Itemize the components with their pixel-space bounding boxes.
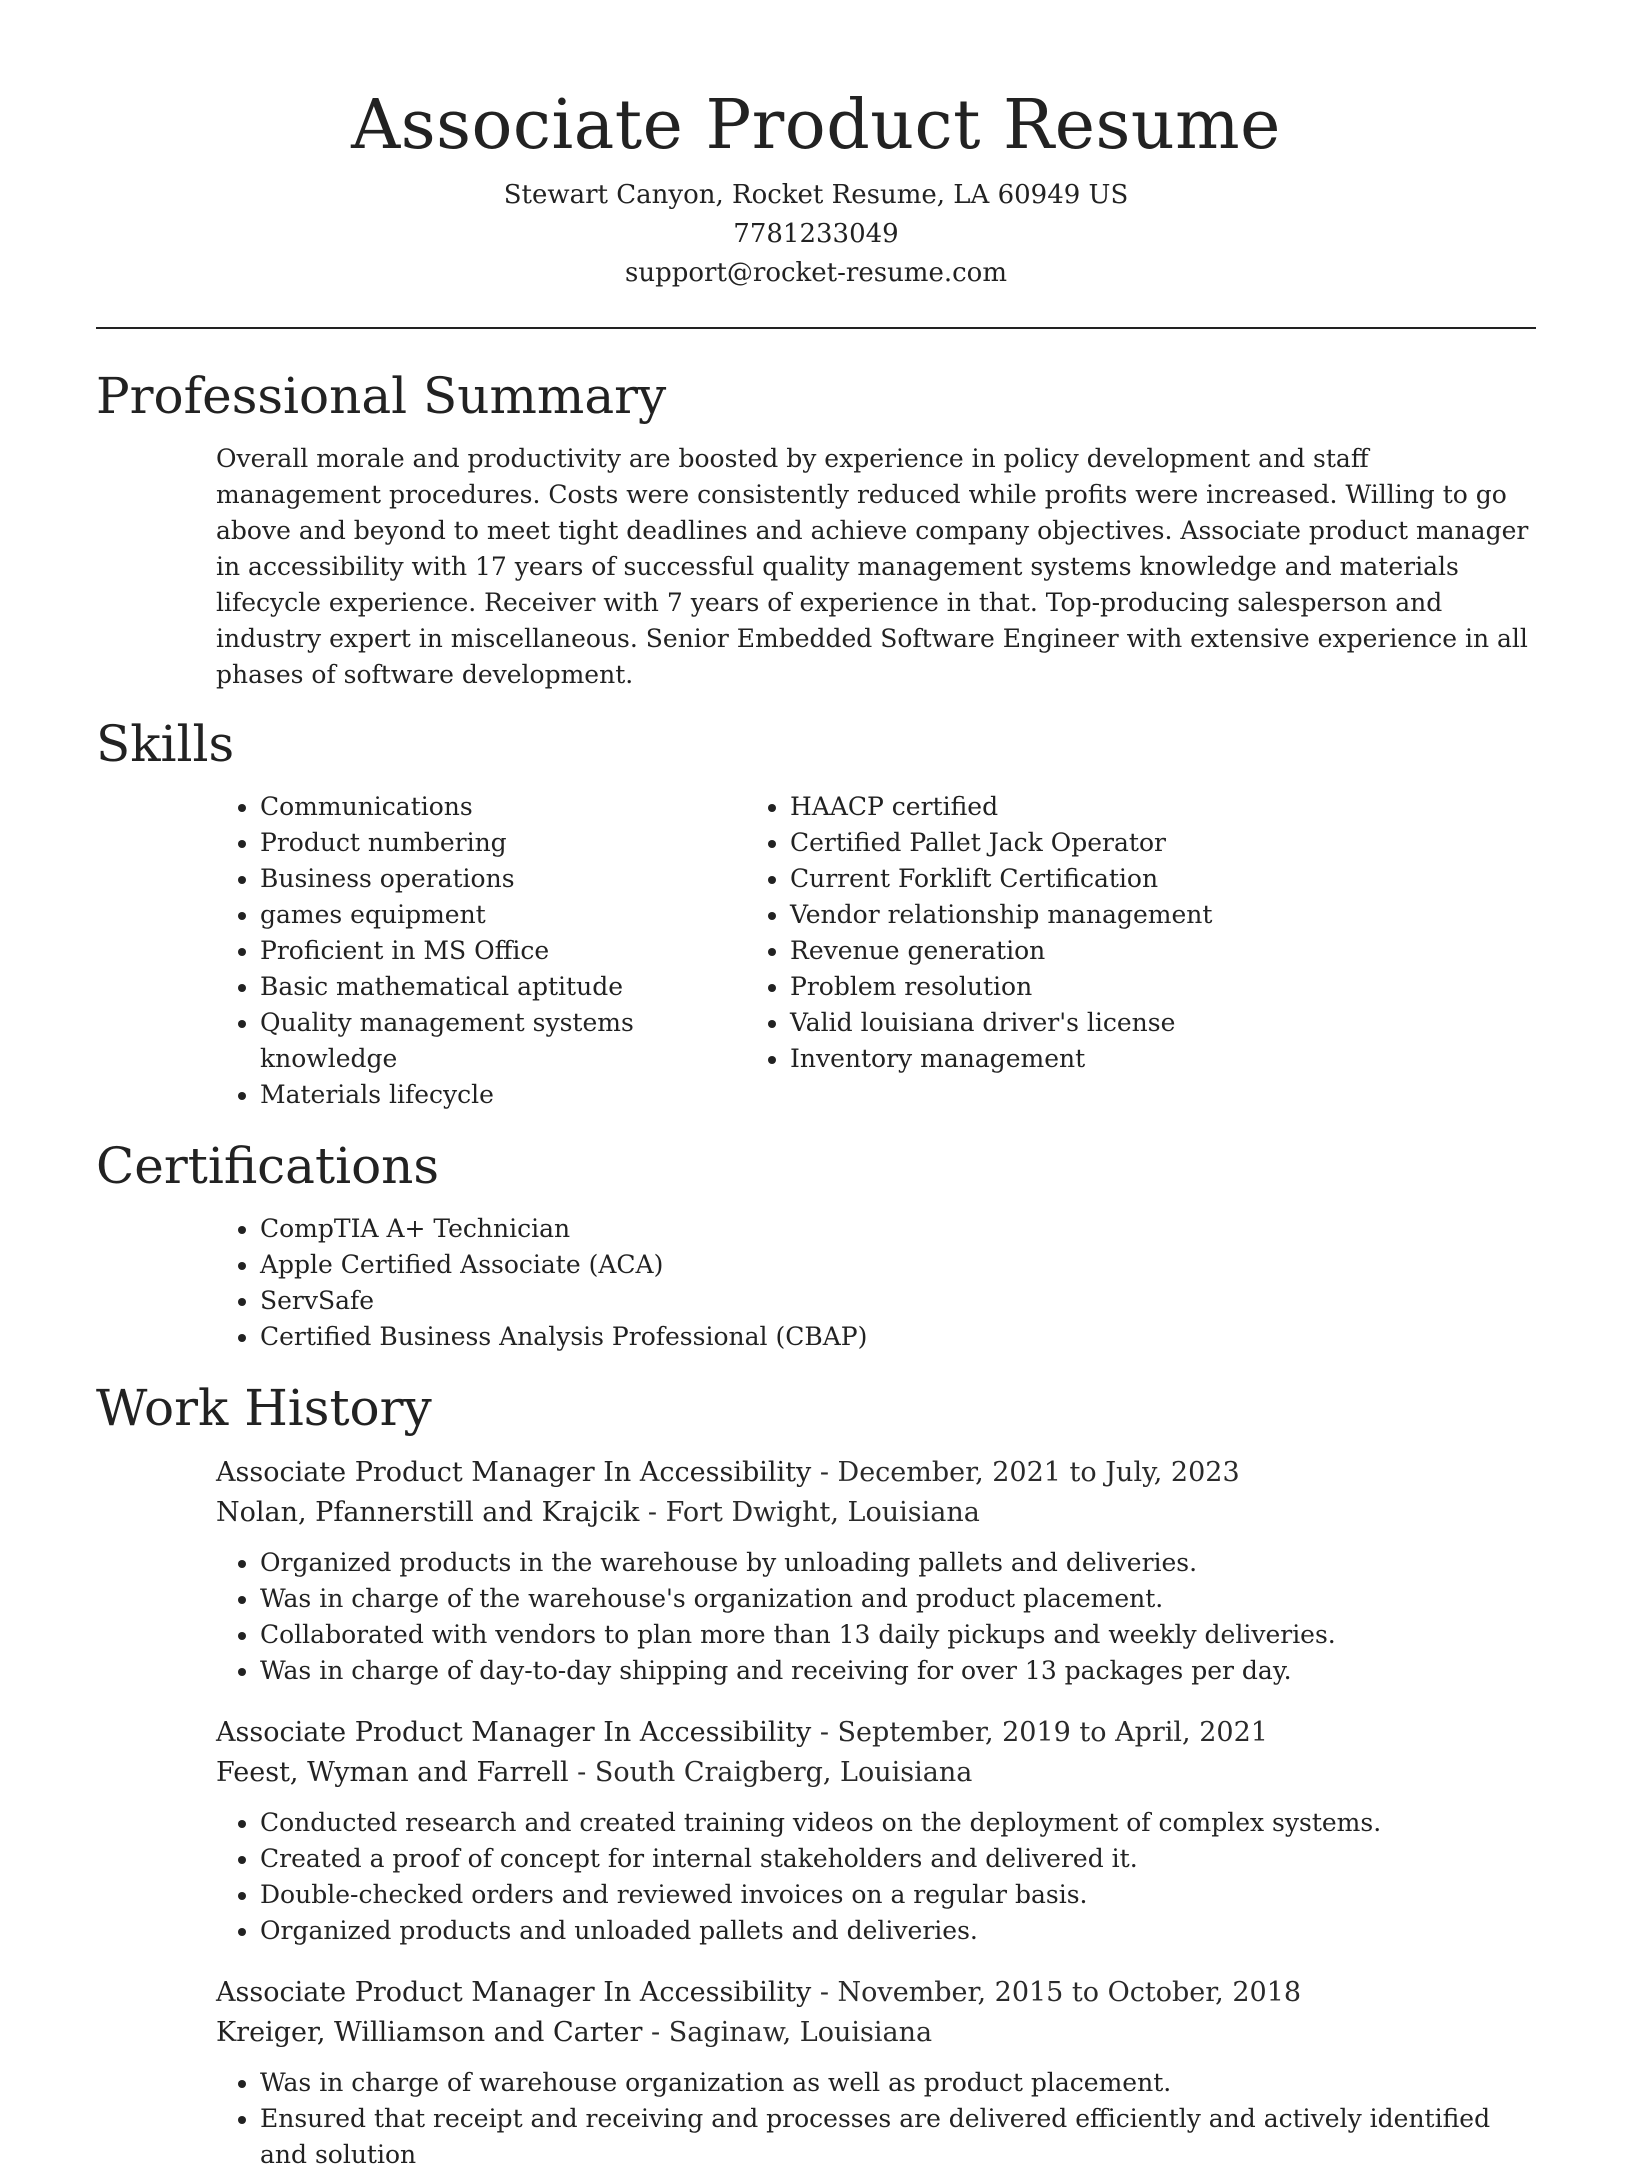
skill-item: • games equipment	[260, 897, 746, 933]
summary-section	[96, 365, 1536, 693]
contact-address: Stewart Canyon, Rocket Resume, LA 60949 US	[503, 180, 1129, 210]
certification-item: • Certified Business Analysis Professional (CBAP)	[260, 1319, 1536, 1355]
certification-item: • Apple Certified Associate (ACA)	[260, 1247, 1536, 1283]
job-company: Feest, Wyman and Farrell	[216, 1757, 569, 1788]
job-entry	[216, 1713, 1536, 1949]
job-location: - Saginaw, Louisiana	[642, 2017, 933, 2048]
skill-item: • Communications	[260, 789, 746, 825]
skill-item: • Certified Pallet Jack Operator	[790, 825, 1396, 861]
summary-heading: Professional Summary	[96, 367, 667, 425]
job-bullet: • Created a proof of concept for internal stakeholders and delivered it.	[260, 1841, 1536, 1877]
job-title: Associate Product Manager In Accessibility	[216, 1457, 812, 1488]
header-divider	[96, 327, 1536, 329]
job-dates: - September, 2019 to April, 2021	[811, 1717, 1268, 1748]
job-bullets	[216, 1545, 1536, 1689]
job-bullet: • Organized products and unloaded pallets and deliveries.	[260, 1913, 1536, 1949]
job-bullet: • Conducted research and created training videos on the deployment of complex systems.	[260, 1805, 1536, 1841]
job-title-line	[216, 1453, 1536, 1493]
job-bullet: • Was in charge of the warehouse's organization and product placement.	[260, 1581, 1536, 1617]
summary-text: Overall morale and productivity are boosted by experience in policy development and staff management procedures. Costs were consistently reduced while profits were increased. Willing to go above and beyond to meet tight deadlines and achieve company objectives. Associate product manager in accessibility with 17 years of successful quality management systems knowledge and materials lifecycle experience. Receiver with 7 years of experience in that. Top-producing salesperson and industry expert in miscellaneous. Senior Embedded Software Engineer with extensive experience in all phases of software development.	[216, 444, 1529, 689]
skills-list-right	[746, 789, 1396, 1113]
job-dates: - December, 2021 to July, 2023	[811, 1457, 1240, 1488]
contact-email: support@rocket-resume.com	[624, 258, 1007, 288]
job-entry	[216, 1453, 1536, 1689]
job-company-line	[216, 1493, 1536, 1533]
skill-item: • Problem resolution	[790, 969, 1396, 1005]
resume-title: Associate Product Resume	[351, 86, 1281, 165]
job-title-line	[216, 1713, 1536, 1753]
job-bullet: • Ensured that receipt and receiving and processes are delivered efficiently and actively identified and solution	[260, 2101, 1536, 2173]
job-dates: - November, 2015 to October, 2018	[811, 1977, 1302, 2008]
job-company-line	[216, 1753, 1536, 1793]
resume-header	[96, 84, 1536, 293]
certifications-list	[96, 1211, 1536, 1355]
job-bullet: • Organized products in the warehouse by unloading pallets and deliveries.	[260, 1545, 1536, 1581]
certification-item: • ServSafe	[260, 1283, 1536, 1319]
job-location: - South Craigberg, Louisiana	[568, 1757, 973, 1788]
job-bullet: • Was in charge of day-to-day shipping and receiving for over 13 packages per day.	[260, 1653, 1536, 1689]
job-bullet: • Collaborated with vendors to plan more than 13 daily pickups and weekly deliveries.	[260, 1617, 1536, 1653]
job-bullet: • Double-checked orders and reviewed invoices on a regular basis.	[260, 1877, 1536, 1913]
skill-item: • HAACP certified	[790, 789, 1396, 825]
contact-info	[96, 176, 1536, 293]
work-history-heading: Work History	[96, 1379, 432, 1437]
skill-item: • Proficient in MS Office	[260, 933, 746, 969]
job-entry	[216, 1973, 1536, 2173]
work-history-section	[96, 1377, 1536, 2173]
job-bullets	[216, 1805, 1536, 1949]
skill-item: • Vendor relationship management	[790, 897, 1396, 933]
job-company: Nolan, Pfannerstill and Krajcik	[216, 1497, 640, 1528]
skill-item: • Current Forklift Certification	[790, 861, 1396, 897]
job-bullet: • Was in charge of warehouse organization as well as product placement.	[260, 2065, 1536, 2101]
skill-item: • Revenue generation	[790, 933, 1396, 969]
job-location: - Fort Dwight, Louisiana	[639, 1497, 980, 1528]
job-company-line	[216, 2013, 1536, 2053]
skills-list-left	[96, 789, 746, 1113]
skill-item: • Product numbering	[260, 825, 746, 861]
job-bullets	[216, 2065, 1536, 2173]
skill-item: • Basic mathematical aptitude	[260, 969, 746, 1005]
skill-item: • Valid louisiana driver's license	[790, 1005, 1396, 1041]
resume-page	[96, 0, 1536, 2173]
skills-heading: Skills	[96, 715, 235, 773]
skill-item: • Inventory management	[790, 1041, 1396, 1077]
job-company: Kreiger, Williamson and Carter	[216, 2017, 643, 2048]
job-title: Associate Product Manager In Accessibility	[216, 1717, 812, 1748]
skill-item: • Quality management systems knowledge	[260, 1005, 746, 1077]
certifications-heading: Certifications	[96, 1137, 440, 1195]
certifications-section	[96, 1135, 1536, 1355]
skills-section	[96, 713, 1536, 1113]
skill-item: • Business operations	[260, 861, 746, 897]
skills-grid	[96, 789, 1536, 1113]
job-title-line	[216, 1973, 1536, 2013]
skill-item: • Materials lifecycle	[260, 1077, 746, 1113]
certification-item: • CompTIA A+ Technician	[260, 1211, 1536, 1247]
job-title: Associate Product Manager In Accessibility	[216, 1977, 812, 2008]
contact-phone: 7781233049	[733, 219, 899, 249]
